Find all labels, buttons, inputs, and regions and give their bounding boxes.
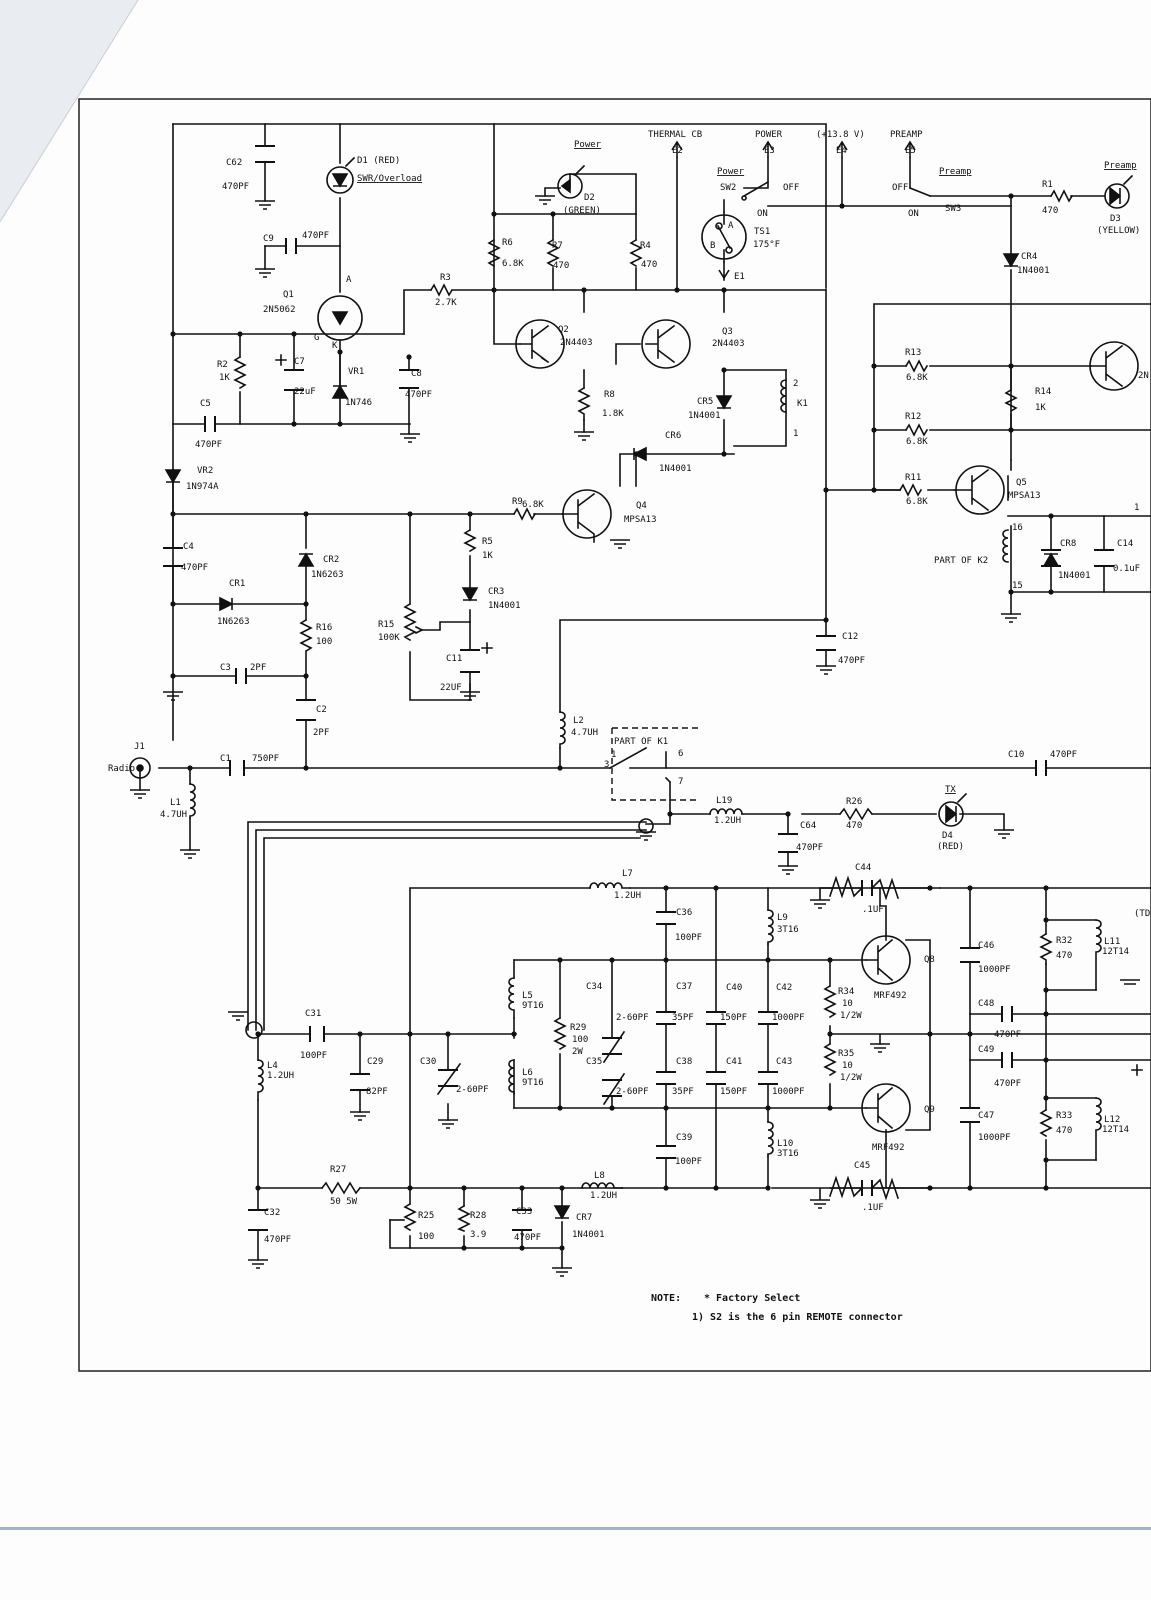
off-sw2: OFF (783, 183, 800, 193)
value-c37: 35PF (672, 1013, 694, 1023)
value-l10: 3T16 (777, 1149, 799, 1159)
value-l19: 1.2UH (714, 816, 742, 826)
label-c9: C9 (263, 234, 274, 244)
value-c9: 470PF (302, 231, 330, 241)
label-d3: D3 (1110, 214, 1121, 224)
label-c2: C2 (316, 705, 327, 715)
label-r28: R28 (470, 1211, 487, 1221)
label-q9: Q9 (924, 1105, 935, 1115)
label-r25: R25 (418, 1211, 435, 1221)
label-c29: C29 (367, 1057, 384, 1067)
value-c14: 0.1uF (1113, 564, 1141, 574)
value-r25: 100 (418, 1232, 435, 1242)
label-q8: Q8 (924, 955, 935, 965)
value-c11: 22UF (440, 683, 462, 693)
label-c32: C32 (264, 1208, 281, 1218)
k1-pin-7: 7 (678, 777, 684, 787)
label-r2: R2 (217, 360, 228, 370)
value-c43: 1000PF (772, 1087, 805, 1097)
value-c3: 2PF (250, 663, 267, 673)
value-cr1: 1N6263 (217, 617, 250, 627)
label-sw3: SW3 (945, 204, 962, 214)
label-l12: L12 (1104, 1115, 1121, 1125)
value-r1: 470 (1042, 206, 1059, 216)
value-r2: 1K (219, 373, 230, 383)
value-r32: 470 (1056, 951, 1073, 961)
preamp-switch-heading: Preamp (939, 167, 972, 177)
preamp-terminal-label: PREAMP (890, 130, 923, 140)
label-r14: R14 (1035, 387, 1052, 397)
value-cr6: 1N4001 (659, 464, 692, 474)
value-cr5: 1N4001 (688, 411, 721, 421)
label-c48: C48 (978, 999, 995, 1009)
value-l2: 4.7UH (571, 728, 599, 738)
q1-pin-g: G (314, 333, 320, 343)
value-r29: 100 (572, 1035, 589, 1045)
label-c7: C7 (294, 357, 305, 367)
label-c14: C14 (1117, 539, 1134, 549)
value-r12: 6.8K (906, 437, 928, 447)
label-c37: C37 (676, 982, 693, 992)
value-c39: 100PF (675, 1157, 703, 1167)
value-l1: 4.7UH (160, 810, 188, 820)
label-c39: C39 (676, 1133, 693, 1143)
label-r4: R4 (640, 241, 651, 251)
label-c36: C36 (676, 908, 693, 918)
value-c1: 750PF (252, 754, 280, 764)
label-r32: R32 (1056, 936, 1073, 946)
label-c40: C40 (726, 983, 743, 993)
label-c10: C10 (1008, 750, 1025, 760)
label-r9: R9 (512, 497, 523, 507)
label-c38: C38 (676, 1057, 693, 1067)
value-c10: 470PF (1050, 750, 1078, 760)
label-l6: L6 (522, 1068, 533, 1078)
value-d3: (YELLOW) (1097, 226, 1141, 236)
label-l4: L4 (267, 1061, 278, 1071)
label-c5: C5 (200, 399, 211, 409)
label-k1: K1 (797, 399, 808, 409)
value-c33: 470PF (514, 1233, 542, 1243)
label-c34: C34 (586, 982, 603, 992)
value-r9: 6.8K (522, 500, 544, 510)
power-switch-heading: Power (717, 167, 745, 177)
value-c4: 470PF (181, 563, 209, 573)
label-r34: R34 (838, 987, 855, 997)
preamp-led-heading: Preamp (1104, 161, 1137, 171)
label-r1: R1 (1042, 180, 1053, 190)
power-terminal-label: POWER (755, 130, 783, 140)
label-r3: R3 (440, 273, 451, 283)
label-c62: C62 (226, 158, 243, 168)
footnote (651, 1293, 903, 1323)
value-l12: 12T14 (1102, 1125, 1130, 1135)
value-c45: .1UF (862, 1203, 884, 1213)
k2-pin-16: 16 (1012, 523, 1023, 533)
value-q5: MPSA13 (1008, 491, 1041, 501)
label-q4: Q4 (636, 501, 647, 511)
ts1-pin-b: B (710, 241, 716, 251)
label-c4: C4 (183, 542, 194, 552)
value-c36: 100PF (675, 933, 703, 943)
value-j1: Radio (108, 764, 136, 774)
k2-pin-15: 15 (1012, 581, 1023, 591)
value-c49: 470PF (994, 1079, 1022, 1089)
note-line-1: * Factory Select (704, 1293, 801, 1304)
label-cr6: CR6 (665, 431, 682, 441)
label-vr2: VR2 (197, 466, 214, 476)
value-l8: 1.2UH (590, 1191, 618, 1201)
value-r34: 10 (842, 999, 853, 1009)
k1-pin-1b: 1 (611, 750, 617, 760)
value-l11: 12T14 (1102, 947, 1130, 957)
value-c40: 150PF (720, 1013, 748, 1023)
part-of-k1-label: PART OF K1 (614, 737, 669, 747)
label-cr7: CR7 (576, 1213, 593, 1223)
value-c29: 82PF (366, 1087, 388, 1097)
value-c62: 470PF (222, 182, 250, 192)
part-of-k2-label: PART OF K2 (934, 556, 989, 566)
value-l7: 1.2UH (614, 891, 642, 901)
value-q8: MRF492 (874, 991, 907, 1001)
value-c48: 470PF (994, 1030, 1022, 1040)
label-r33: R33 (1056, 1111, 1073, 1121)
value-r35: 10 (842, 1061, 853, 1071)
label-c33: C33 (516, 1207, 533, 1217)
value-r16: 100 (316, 637, 333, 647)
label-c49: C49 (978, 1045, 995, 1055)
value-r7: 470 (553, 261, 570, 271)
value-d2: (GREEN) (563, 206, 601, 216)
label-cr8: CR8 (1060, 539, 1077, 549)
thermal-cb-label: THERMAL CB (648, 130, 703, 140)
value-q9: MRF492 (872, 1143, 905, 1153)
value-cr3: 1N4001 (488, 601, 521, 611)
value-c5: 470PF (195, 440, 223, 450)
value-c30: 2-60PF (456, 1085, 489, 1095)
label-cr1: CR1 (229, 579, 246, 589)
value-c31: 100PF (300, 1051, 328, 1061)
label-c42: C42 (776, 983, 793, 993)
value-c42: 1000PF (772, 1013, 805, 1023)
q1-pin-k: K (332, 341, 338, 351)
value-q3: 2N4403 (712, 339, 745, 349)
label-r16: R16 (316, 623, 333, 633)
value-r15: 100K (378, 633, 400, 643)
value-d1: SWR/Overload (357, 174, 423, 184)
label-d4: D4 (942, 831, 953, 841)
value-r33: 470 (1056, 1126, 1073, 1136)
label-cr2: CR2 (323, 555, 340, 565)
value-r6: 6.8K (502, 259, 524, 269)
value-cr8: 1N4001 (1058, 571, 1091, 581)
value-r4: 470 (641, 260, 658, 270)
connector-pin-1: 1 (1134, 503, 1140, 513)
value-q2: 2N4403 (560, 338, 593, 348)
value-ts1: 175°F (753, 240, 781, 250)
value-l4: 1.2UH (267, 1071, 295, 1081)
terminal-e1: E1 (734, 272, 745, 282)
value-l6: 9T16 (522, 1078, 544, 1088)
label-r12: R12 (905, 412, 922, 422)
label-c3: C3 (220, 663, 231, 673)
label-c8: C8 (411, 369, 422, 379)
terminal-e3: E3 (764, 146, 775, 156)
label-l11: L11 (1104, 937, 1121, 947)
value-r13: 6.8K (906, 373, 928, 383)
label-l9: L9 (777, 913, 788, 923)
rating-r29: 2W (572, 1047, 583, 1057)
note-title: NOTE: (651, 1293, 682, 1304)
q1-pin-a: A (346, 275, 352, 285)
label-d1: D1 (RED) (357, 156, 401, 166)
off-sw3: OFF (892, 183, 909, 193)
value-cr2: 1N6263 (311, 570, 344, 580)
terminal-e4: E4 (836, 146, 847, 156)
supply-voltage-label: (+13.8 V) (816, 130, 865, 140)
value-r14: 1K (1035, 403, 1046, 413)
label-ts1: TS1 (754, 227, 771, 237)
label-c41: C41 (726, 1057, 743, 1067)
value-cr7: 1N4001 (572, 1230, 605, 1240)
label-cr4: CR4 (1021, 252, 1038, 262)
tx-led-heading: TX (945, 785, 956, 795)
value-c7: 22uF (294, 387, 316, 397)
ts1-pin-a: A (728, 221, 734, 231)
value-q1: 2N5062 (263, 305, 296, 315)
terminal-e5: E5 (905, 146, 916, 156)
label-r13: R13 (905, 348, 922, 358)
q6-partial-label: 2N (1138, 371, 1149, 381)
value-cr4: 1N4001 (1017, 266, 1050, 276)
value-r5: 1K (482, 551, 493, 561)
label-r27: R27 (330, 1165, 347, 1175)
value-c41: 150PF (720, 1087, 748, 1097)
label-l2: L2 (573, 716, 584, 726)
value-r26: 470 (846, 821, 863, 831)
power-led-heading: Power (574, 140, 602, 150)
label-j1: J1 (134, 742, 145, 752)
label-r5: R5 (482, 537, 493, 547)
label-r26: R26 (846, 797, 863, 807)
value-c2: 2PF (313, 728, 330, 738)
label-q1: Q1 (283, 290, 294, 300)
label-cr3: CR3 (488, 587, 505, 597)
label-c31: C31 (305, 1009, 322, 1019)
label-c1: C1 (220, 754, 231, 764)
value-c38: 35PF (672, 1087, 694, 1097)
label-c44: C44 (855, 863, 872, 873)
label-c46: C46 (978, 941, 995, 951)
value-l5: 9T16 (522, 1001, 544, 1011)
label-q5: Q5 (1016, 478, 1027, 488)
label-sw2: SW2 (720, 183, 737, 193)
value-l9: 3T16 (777, 925, 799, 935)
label-q2: Q2 (558, 325, 569, 335)
value-c35: 2-60PF (616, 1087, 649, 1097)
note-line-2: 1) S2 is the 6 pin REMOTE connector (692, 1312, 903, 1323)
label-c64: C64 (800, 821, 817, 831)
label-q3: Q3 (722, 327, 733, 337)
td-label: (TD (1134, 909, 1151, 919)
scan-bottom-edge (0, 1527, 1151, 1530)
label-cr5: CR5 (697, 397, 714, 407)
label-l7: L7 (622, 869, 633, 879)
value-r3: 2.7K (435, 298, 457, 308)
k1-pin-2: 2 (793, 379, 799, 389)
value-c32: 470PF (264, 1235, 292, 1245)
value-q4: MPSA13 (624, 515, 657, 525)
value-c34: 2-60PF (616, 1013, 649, 1023)
label-r6: R6 (502, 238, 513, 248)
terminal-e2: E2 (672, 146, 683, 156)
label-c45: C45 (854, 1161, 871, 1171)
value-r11: 6.8K (906, 497, 928, 507)
label-r29: R29 (570, 1023, 587, 1033)
value-c12: 470PF (838, 656, 866, 666)
on-sw3: ON (908, 209, 919, 219)
k1-pin-6: 6 (678, 749, 684, 759)
k1-pin-3: 3 (604, 760, 610, 770)
value-c44: .1UF (862, 905, 884, 915)
rating-r34: 1/2W (840, 1011, 862, 1021)
label-r11: R11 (905, 473, 922, 483)
label-d2: D2 (584, 193, 595, 203)
value-d4: (RED) (937, 842, 965, 852)
label-r35: R35 (838, 1049, 855, 1059)
k1-pin-1: 1 (793, 429, 799, 439)
label-r15: R15 (378, 620, 395, 630)
value-c47: 1000PF (978, 1133, 1011, 1143)
value-c8: 470PF (405, 390, 433, 400)
value-c64: 470PF (796, 843, 824, 853)
value-vr2: 1N974A (186, 482, 219, 492)
label-c43: C43 (776, 1057, 793, 1067)
value-r28: 3.9 (470, 1230, 487, 1240)
label-l1: L1 (170, 798, 181, 808)
label-r8: R8 (604, 390, 615, 400)
label-c12: C12 (842, 632, 859, 642)
label-l5: L5 (522, 991, 533, 1001)
label-l19: L19 (716, 796, 733, 806)
label-c11: C11 (446, 654, 463, 664)
label-c35: C35 (586, 1057, 603, 1067)
label-l10: L10 (777, 1139, 794, 1149)
on-sw2: ON (757, 209, 768, 219)
label-vr1: VR1 (348, 367, 365, 377)
value-vr1: 1N746 (345, 398, 373, 408)
value-r27: 50 5W (330, 1197, 358, 1207)
rating-r35: 1/2W (840, 1073, 862, 1083)
value-r8: 1.8K (602, 409, 624, 419)
label-r7: R7 (552, 241, 563, 251)
label-l8: L8 (594, 1171, 605, 1181)
label-c30: C30 (420, 1057, 437, 1067)
label-c47: C47 (978, 1111, 995, 1121)
value-c46: 1000PF (978, 965, 1011, 975)
